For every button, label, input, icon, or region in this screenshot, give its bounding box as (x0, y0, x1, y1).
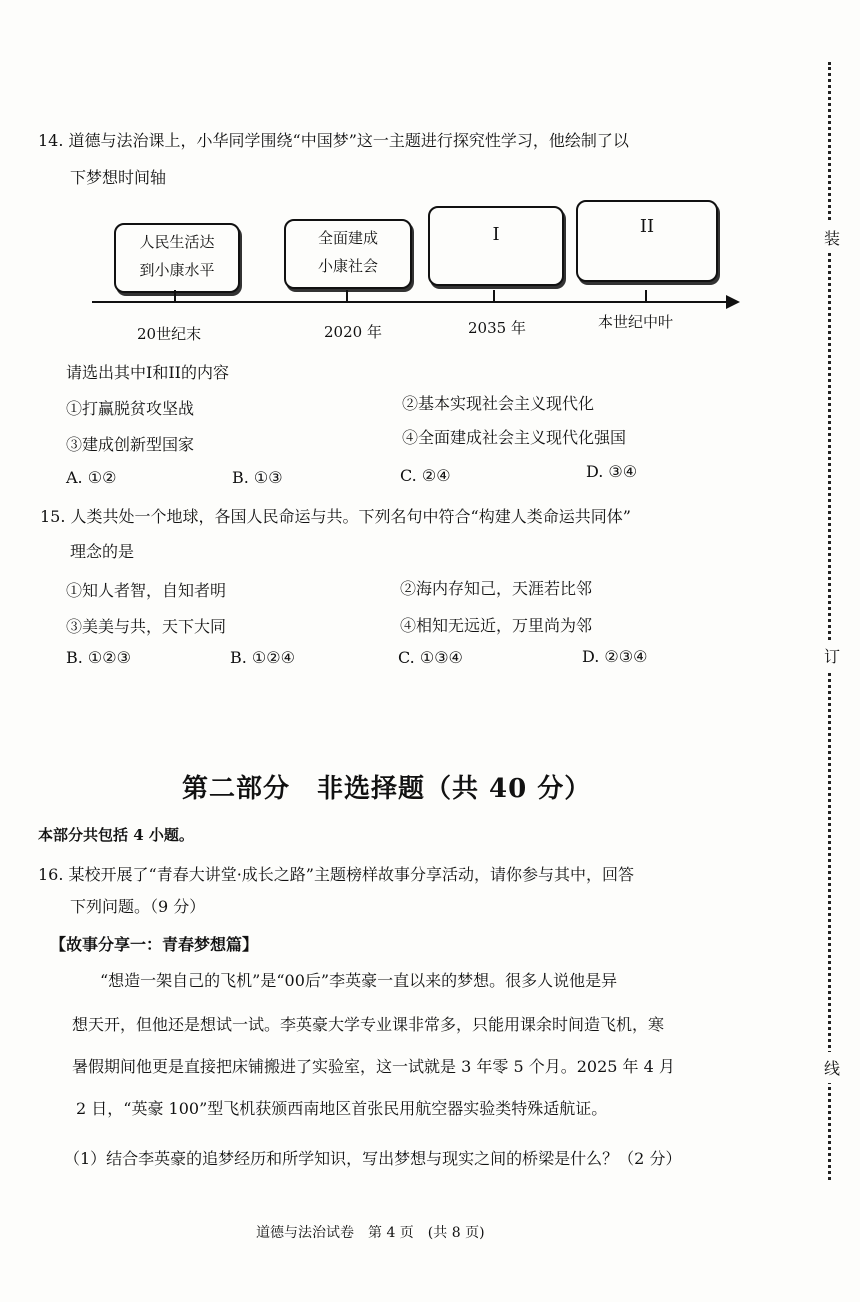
timeline-box-2020 (284, 219, 412, 289)
story-line: 2 日，“英豪 100”型飞机获颁西南地区首张民用航空器实验类特殊适航证。 (76, 1099, 608, 1118)
timeline-box-label: II (639, 216, 655, 237)
q15-item: ①知人者智，自知者明 (66, 581, 227, 600)
q14-prompt: 请选出其中I和II的内容 (66, 363, 229, 382)
timeline-axis (92, 301, 728, 303)
q14-choice-a: A. ①② (66, 468, 117, 487)
q15-choice-d: D. ②③④ (582, 647, 648, 666)
q15-stem-line2: 理念的是 (70, 542, 135, 561)
q15-stem-line1: 15. 人类共处一个地球，各国人民命运与共。下列名句中符合“构建人类命运共同体” (40, 507, 631, 526)
timeline-date: 20世纪末 (137, 325, 202, 343)
q14-item: ④全面建成社会主义现代化强国 (402, 428, 627, 447)
binding-mark-xian: 线 (820, 1052, 844, 1083)
timeline-box-mid-century-blank (576, 200, 718, 282)
timeline-box-text: 小康社会 (317, 257, 378, 275)
q15-item: ②海内存知己，天涯若比邻 (400, 579, 593, 598)
page-footer: 道德与法治试卷 第 4 页 (共 8 页) (256, 1225, 485, 1241)
q16-stem-line2: 下列问题。（9 分） (70, 897, 206, 916)
timeline-box-2035-blank (428, 206, 564, 286)
story-line: “想造一架自己的飞机”是“00后”李英豪一直以来的梦想。很多人说他是异 (100, 971, 618, 990)
q15-choice-a: B. ①②③ (66, 648, 131, 667)
q14-stem-line2: 下梦想时间轴 (70, 168, 167, 187)
q14-stem-line1: 14. 道德与法治课上，小华同学围绕“中国梦”这一主题进行探究性学习，他绘制了以 (38, 131, 629, 150)
timeline-box-text: 全面建成 (317, 229, 378, 247)
q15-item: ③美美与共，天下大同 (66, 617, 227, 636)
timeline-date: 本世纪中叶 (598, 313, 674, 331)
q14-choice-d: D. ③④ (586, 462, 638, 481)
timeline-date: 2020 年 (324, 323, 382, 341)
q15-choice-c: C. ①③④ (398, 648, 463, 667)
q14-item: ③建成创新型国家 (66, 435, 195, 454)
q15-choice-b: B. ①②④ (230, 648, 295, 667)
part2-title: 第二部分 非选择题（共 40 分） (182, 774, 592, 804)
story-line: 想天开，但他还是想试一试。李英豪大学专业课非常多，只能用课余时间造飞机，寒 (72, 1015, 665, 1034)
q14-choice-b: B. ①③ (232, 468, 283, 487)
binding-mark-ding: 订 (820, 640, 844, 671)
story-line: 暑假期间他更是直接把床铺搬进了实验室，这一试就是 3 年零 5 个月。2025 年 4 月 (72, 1057, 675, 1076)
story-title: 【故事分享一：青春梦想篇】 (50, 935, 259, 954)
timeline-arrow-icon (726, 295, 740, 309)
part2-note: 本部分共包括 4 小题。 (38, 826, 194, 844)
timeline-box-label: I (492, 224, 500, 245)
timeline-box-20th-century (114, 223, 240, 293)
binding-mark-zhuang: 装 (820, 222, 844, 253)
q14-item: ①打赢脱贫攻坚战 (66, 399, 195, 418)
q14-item: ②基本实现社会主义现代化 (402, 394, 595, 413)
timeline-box-text: 人民生活达 (139, 233, 215, 251)
timeline-date: 2035 年 (468, 319, 526, 337)
q16-stem-line1: 16. 某校开展了“青春大讲堂·成长之路”主题榜样故事分享活动，请你参与其中，回答 (38, 865, 634, 884)
q14-choice-c: C. ②④ (400, 466, 451, 485)
q16-subquestion-1: （1）结合李英豪的追梦经历和所学知识，写出梦想与现实之间的桥梁是什么？（2 分） (64, 1149, 682, 1168)
timeline-box-text: 到小康水平 (139, 261, 215, 279)
q15-item: ④相知无远近，万里尚为邻 (400, 616, 593, 635)
